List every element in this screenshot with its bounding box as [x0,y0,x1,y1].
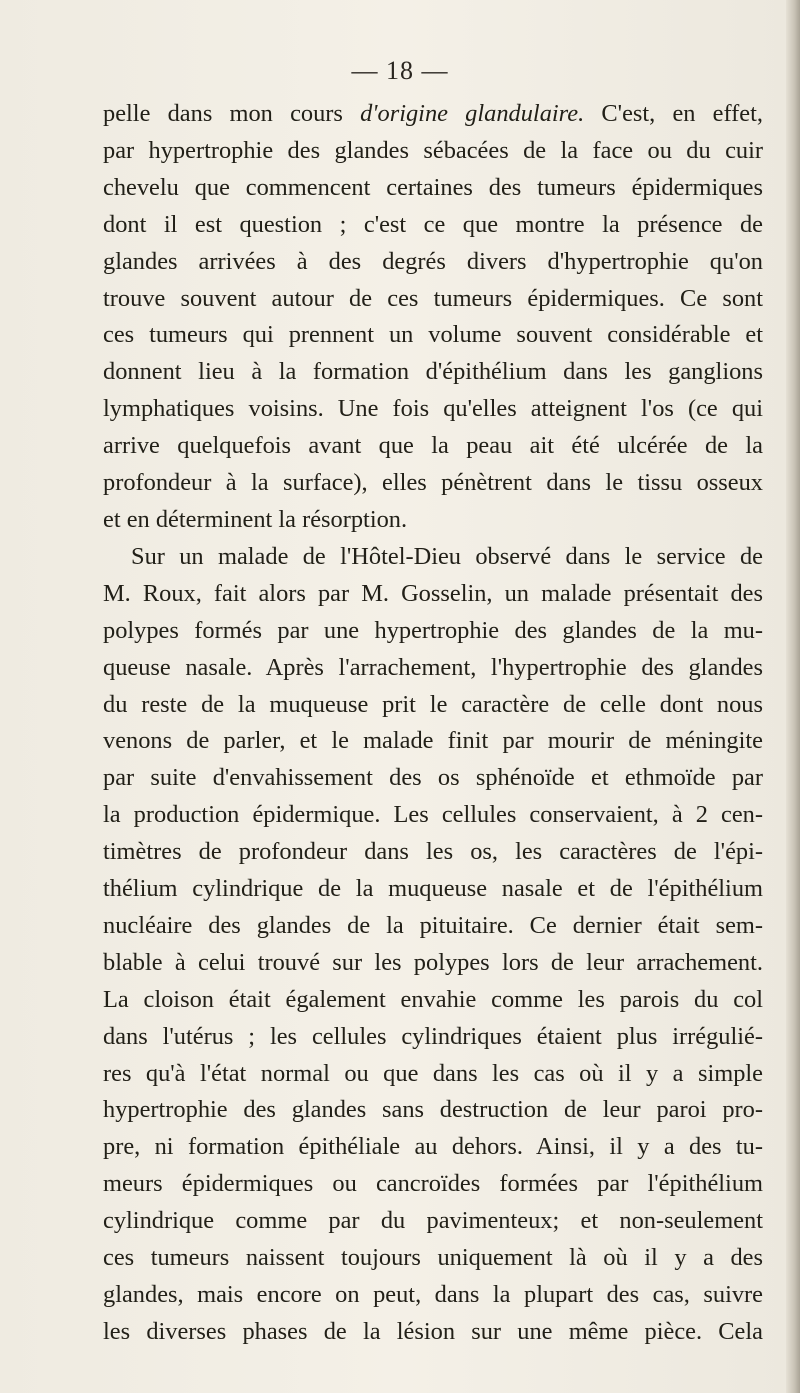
text-line: hypertrophie des glandes sans destruction de leur paroi pro- [103,1096,763,1124]
text-line: par suite d'envahissement des os sphénoïde et ethmoïde par [103,764,763,792]
text-line: donnent lieu à la formation d'épithélium dans les ganglions [103,358,763,386]
text-line: La cloison était également envahie comme les parois du col [103,985,763,1013]
text-line: M. Roux, fait alors par M. Gosselin, un malade présentait des [103,579,763,607]
text-line: res qu'à l'état normal ou que dans les cas où il y a simple [103,1059,763,1087]
page-number-header: — 18 — [351,56,449,85]
text-line: glandes arrivées à des degrés divers d'hypertrophie qu'on [103,247,763,275]
text-line: venons de parler, et le malade finit par mourir de méningite [103,727,763,755]
line-segment: pelle dans mon cours [103,100,361,127]
line-segment: C'est, en effet, [584,100,764,127]
text-line: dans l'utérus ; les cellules cylindriques étaient plus irrégulié- [103,1022,763,1050]
text-line: profondeur à la surface), elles pénètrent dans le tissu osseux [103,469,763,497]
text-line: queuse nasale. Après l'arrachement, l'hypertrophie des glandes [103,653,763,681]
text-line: lymphatiques voisins. Une fois qu'elles atteignent l'os (ce qui [103,395,763,423]
text-line: ces tumeurs naissent toujours uniquement là où il y a des [103,1244,763,1272]
body-text [103,96,763,1351]
text-line: Sur un malade de l'Hôtel-Dieu observé dans le service de [131,542,763,570]
text-line: arrive quelquefois avant que la peau ait été ulcérée de la [103,432,763,460]
text-line: et en déterminent la résorption. [103,505,408,533]
text-line [103,96,763,133]
text-line: dont il est question ; c'est ce que montre la présence de [103,210,763,238]
text-line: cylindrique comme par du pavimenteux; et non-seulement [103,1207,763,1235]
page-edge-shadow [786,0,800,1393]
text-line: pre, ni formation épithéliale au dehors. Ainsi, il y a des tu- [103,1133,763,1161]
text-line: par hypertrophie des glandes sébacées de la face ou du cuir [103,136,763,164]
italic-phrase: d'origine glandulaire. [360,100,585,127]
text-line: nucléaire des glandes de la pituitaire. Ce dernier était sem- [103,911,763,939]
text-line: blable à celui trouvé sur les polypes lors de leur arrachement. [103,948,763,976]
text-line: trouve souvent autour de ces tumeurs épidermiques. Ce sont [103,284,763,312]
text-line: polypes formés par une hypertrophie des glandes de la mu- [103,616,763,644]
text-line: la production épidermique. Les cellules conservaient, à 2 cen- [103,801,763,829]
text-line: meurs épidermiques ou cancroïdes formées par l'épithélium [103,1170,763,1198]
text-line: timètres de profondeur dans les os, les caractères de l'épi- [103,838,763,866]
text-line: les diverses phases de la lésion sur une même pièce. Cela [103,1317,763,1345]
text-line: du reste de la muqueuse prit le caractère de celle dont nous [103,690,763,718]
text-line: chevelu que commencent certaines des tumeurs épidermiques [103,173,763,201]
text-line: ces tumeurs qui prennent un volume souvent considérable et [103,321,763,349]
text-line: glandes, mais encore on peut, dans la plupart des cas, suivre [103,1281,763,1308]
text-line: thélium cylindrique de la muqueuse nasale et de l'épithélium [103,875,763,903]
